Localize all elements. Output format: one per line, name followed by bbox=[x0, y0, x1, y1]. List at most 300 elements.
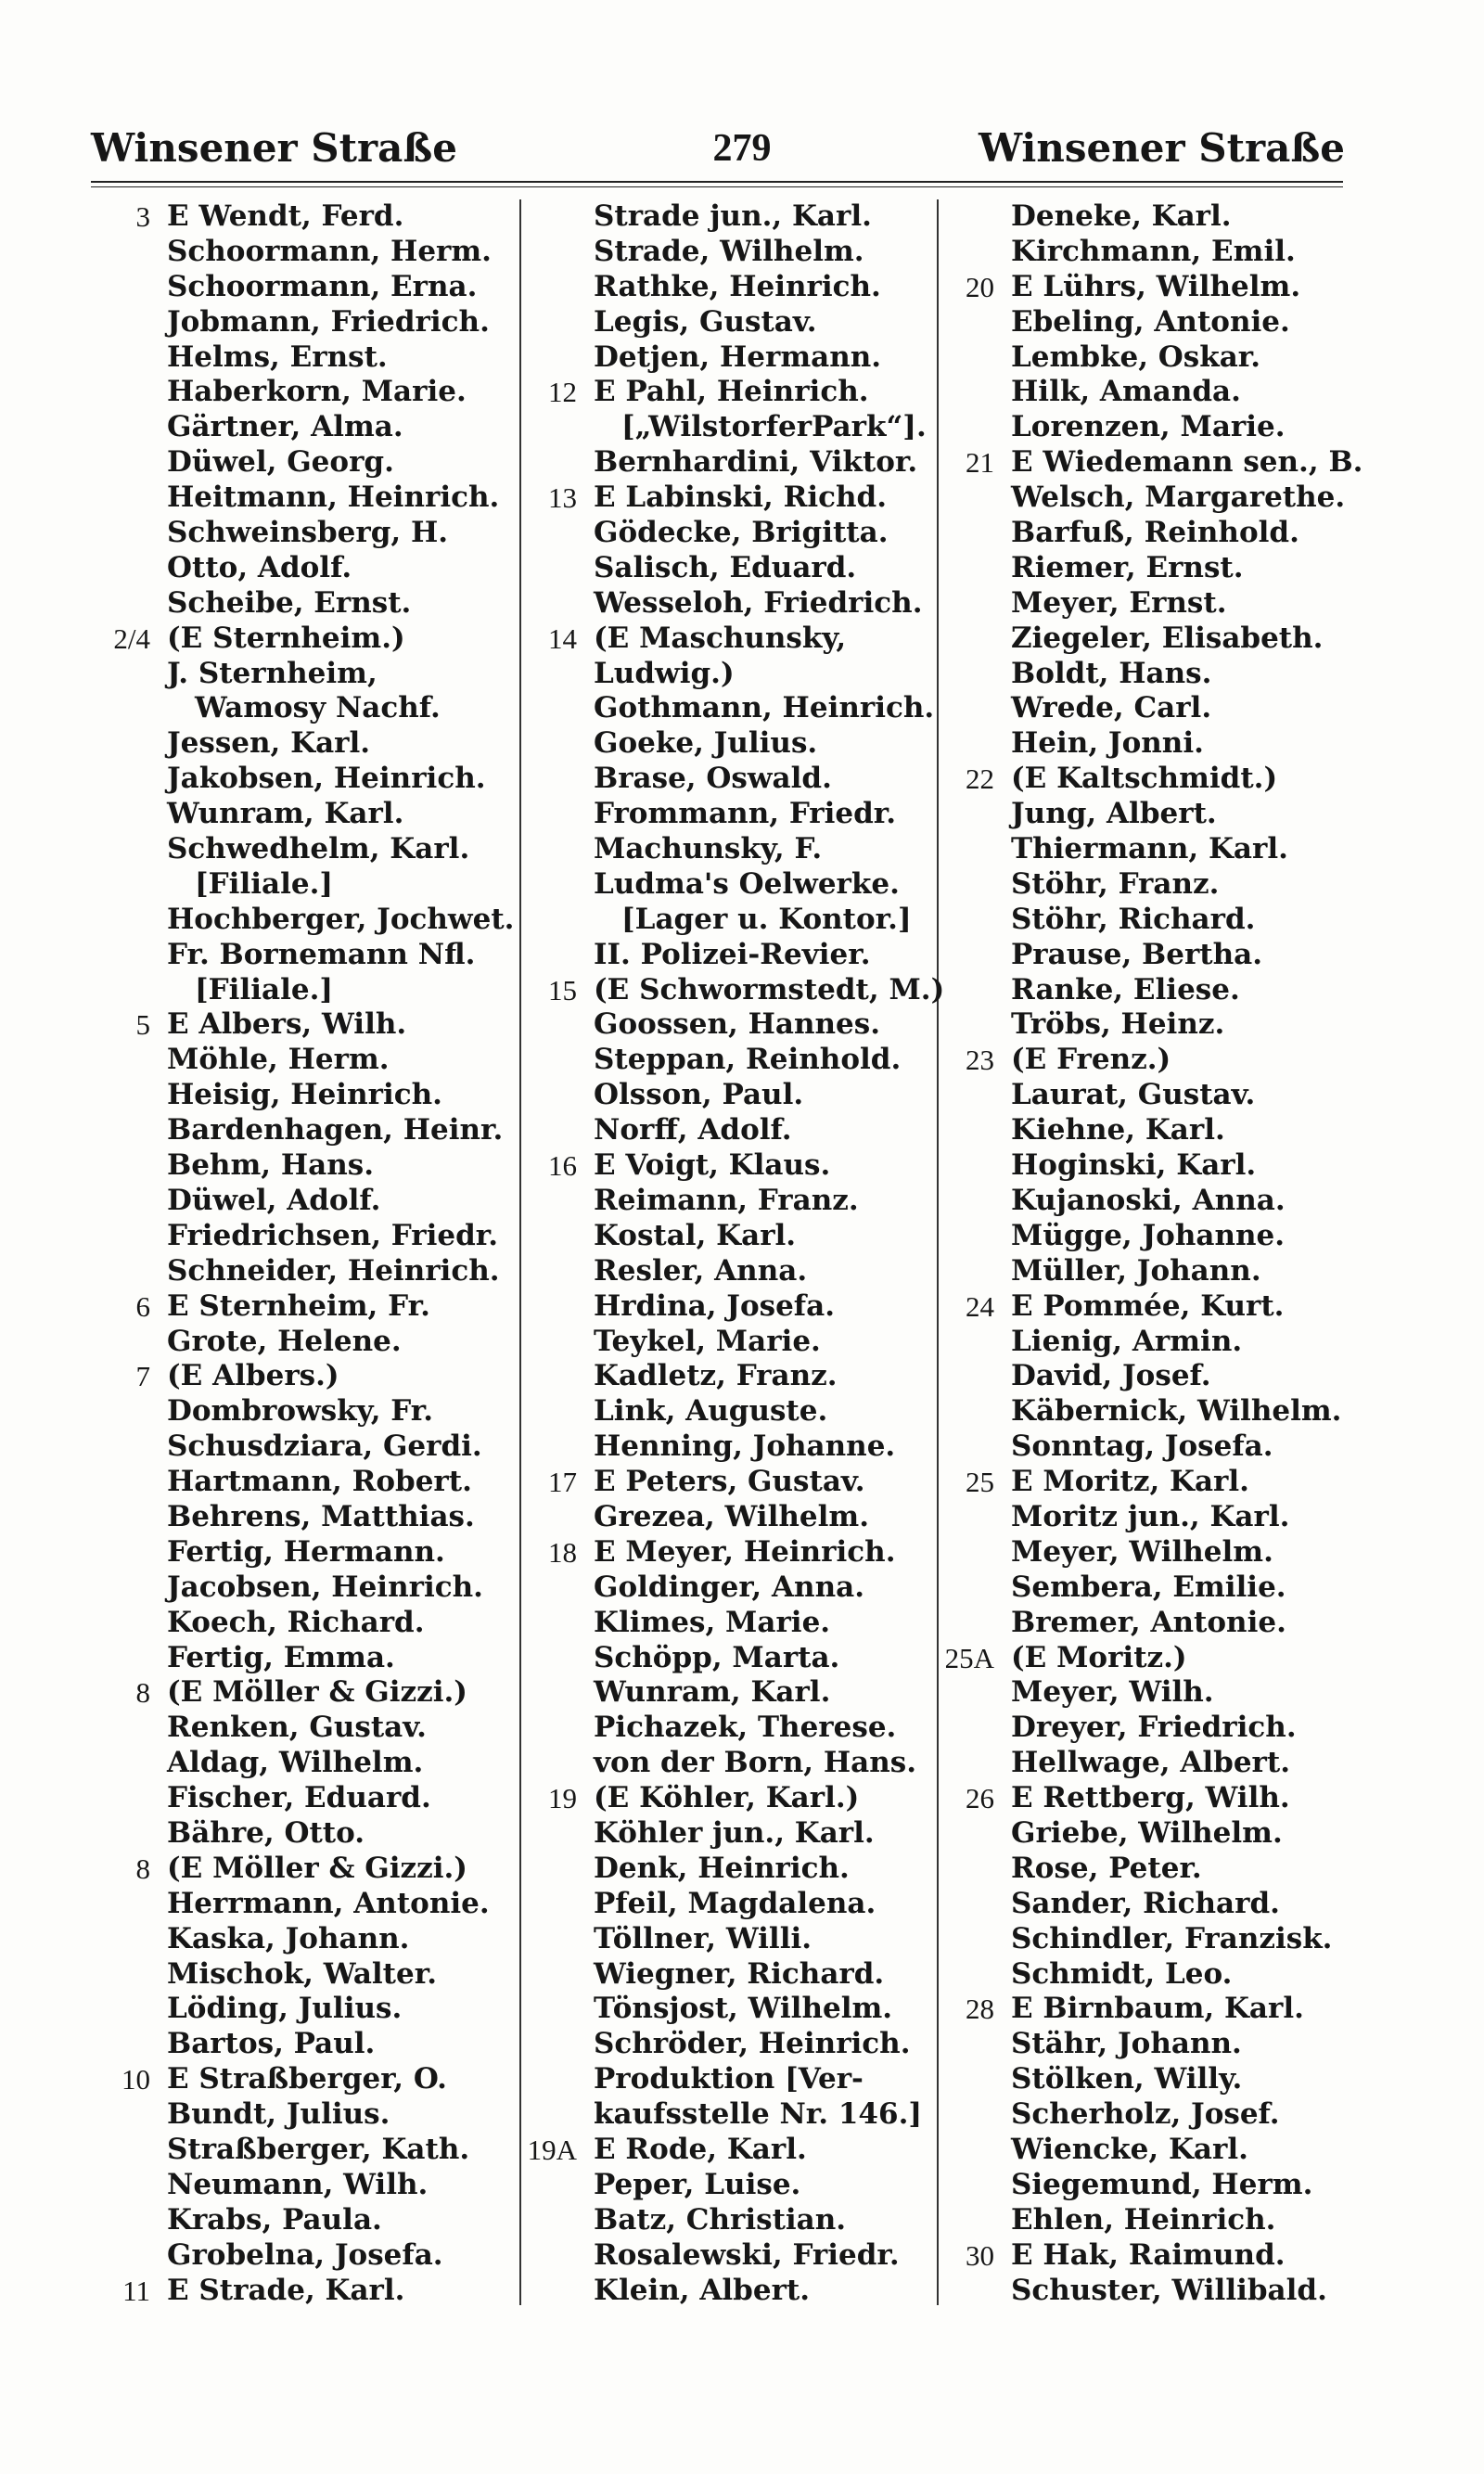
resident-name: Jakobsen, Heinrich. bbox=[167, 762, 486, 796]
resident-name: Link, Auguste. bbox=[594, 1394, 828, 1429]
resident-name: Schusdziara, Gerdi. bbox=[167, 1429, 482, 1464]
resident-name: E Albers, Wilh. bbox=[167, 1007, 407, 1042]
directory-entry bbox=[937, 2027, 1382, 2062]
resident-name: E Rode, Karl. bbox=[594, 2132, 807, 2166]
directory-entry bbox=[519, 305, 965, 340]
resident-name: Gothmann, Heinrich. bbox=[594, 691, 935, 725]
resident-name: Salisch, Eduard. bbox=[594, 550, 857, 584]
directory-entry bbox=[519, 1325, 965, 1360]
directory-entry bbox=[937, 2133, 1382, 2168]
house-number: 30 bbox=[966, 2238, 994, 2272]
resident-name: kaufsstelle Nr. 146.] bbox=[594, 2097, 923, 2132]
resident-name: Meyer, Wilh. bbox=[1011, 1675, 1214, 1710]
resident-name: Denk, Heinrich. bbox=[594, 1851, 850, 1885]
resident-name: Detjen, Hermann. bbox=[594, 340, 882, 374]
directory-entry bbox=[937, 938, 1382, 973]
directory-entry bbox=[937, 586, 1382, 622]
resident-name: Machunsky, F. bbox=[594, 832, 823, 866]
directory-entry bbox=[519, 1781, 965, 1816]
directory-entry bbox=[93, 797, 538, 832]
resident-name: (E Maschunsky, bbox=[594, 621, 847, 655]
house-number: 13 bbox=[548, 481, 577, 515]
directory-entry bbox=[937, 1711, 1382, 1746]
directory-entry bbox=[937, 2238, 1382, 2274]
street-header-right: Winsener Straße bbox=[978, 125, 1345, 171]
resident-name: E Wendt, Ferd. bbox=[167, 199, 404, 233]
resident-name: Dombrowsky, Fr. bbox=[167, 1394, 434, 1429]
directory-entry bbox=[937, 445, 1382, 481]
resident-name: Mischok, Walter. bbox=[167, 1956, 438, 1991]
resident-name: Wiencke, Karl. bbox=[1011, 2132, 1248, 2166]
resident-name: Bähre, Otto. bbox=[167, 1815, 365, 1850]
resident-name: E Hak, Raimund. bbox=[1011, 2237, 1286, 2272]
directory-entry bbox=[937, 657, 1382, 692]
directory-entry bbox=[519, 1465, 965, 1500]
directory-entry bbox=[519, 762, 965, 797]
resident-name: E Strade, Karl. bbox=[167, 2273, 405, 2307]
resident-name: Dreyer, Friedrich. bbox=[1011, 1711, 1297, 1745]
resident-name: Jung, Albert. bbox=[1011, 797, 1217, 831]
resident-name: Sander, Richard. bbox=[1011, 1886, 1280, 1920]
resident-name: Helms, Ernst. bbox=[167, 340, 388, 374]
resident-name: Ludma's Oelwerke. bbox=[594, 866, 900, 901]
directory-entry bbox=[937, 1957, 1382, 1993]
resident-name: Meyer, Ernst. bbox=[1011, 585, 1227, 620]
resident-name: Hein, Jonni. bbox=[1011, 726, 1204, 761]
house-number: 21 bbox=[966, 446, 994, 480]
resident-name: Riemer, Ernst. bbox=[1011, 550, 1244, 584]
house-number: 25A bbox=[944, 1641, 994, 1674]
directory-entry bbox=[937, 1535, 1382, 1570]
directory-entry bbox=[519, 1254, 965, 1289]
resident-name: [Filiale.] bbox=[195, 866, 334, 901]
resident-name: Lembke, Oskar. bbox=[1011, 340, 1261, 374]
resident-name: [„WilstorferPark“]. bbox=[621, 410, 927, 444]
directory-entry bbox=[519, 726, 965, 762]
resident-name: Schneider, Heinrich. bbox=[167, 1253, 500, 1288]
resident-name: E Pahl, Heinrich. bbox=[594, 375, 869, 409]
resident-name: Töllner, Willi. bbox=[594, 1921, 812, 1955]
directory-entry bbox=[519, 586, 965, 622]
resident-name: Teykel, Marie. bbox=[594, 1324, 821, 1358]
directory-entry bbox=[937, 481, 1382, 516]
directory-entry bbox=[93, 657, 538, 692]
house-number: 28 bbox=[966, 1993, 994, 2026]
house-number: 19A bbox=[527, 2133, 577, 2166]
resident-name: Gödecke, Brigitta. bbox=[594, 516, 889, 550]
resident-name: Klein, Albert. bbox=[594, 2273, 811, 2307]
directory-entry bbox=[519, 1219, 965, 1254]
resident-name: Wamosy Nachf. bbox=[195, 691, 441, 725]
resident-name: Steppan, Reinhold. bbox=[594, 1043, 902, 1077]
directory-entry bbox=[93, 622, 538, 657]
directory-entry bbox=[93, 1429, 538, 1465]
resident-name: Herrmann, Antonie. bbox=[167, 1886, 490, 1920]
resident-name: Heisig, Heinrich. bbox=[167, 1078, 442, 1112]
resident-name: Wiegner, Richard. bbox=[594, 1956, 885, 1991]
directory-entry bbox=[519, 1922, 965, 1957]
directory-entry bbox=[93, 2097, 538, 2133]
resident-name: Lienig, Armin. bbox=[1011, 1324, 1243, 1358]
house-number: 11 bbox=[122, 2274, 150, 2307]
resident-name: Olsson, Paul. bbox=[594, 1078, 804, 1112]
directory-entry bbox=[93, 481, 538, 516]
resident-name: Rosalewski, Friedr. bbox=[594, 2237, 900, 2272]
resident-name: Rose, Peter. bbox=[1011, 1851, 1202, 1885]
directory-entry bbox=[93, 1500, 538, 1535]
resident-name: Behrens, Matthias. bbox=[167, 1499, 475, 1533]
directory-entry bbox=[519, 797, 965, 832]
resident-name: Mügge, Johanne. bbox=[1011, 1218, 1286, 1252]
directory-entry bbox=[937, 1465, 1382, 1500]
directory-entry bbox=[937, 832, 1382, 867]
resident-name: Hochberger, Jochwet. bbox=[167, 902, 515, 936]
directory-entry bbox=[519, 1887, 965, 1922]
directory-entry bbox=[93, 1184, 538, 1219]
directory-entry bbox=[93, 832, 538, 867]
house-number: 18 bbox=[548, 1535, 577, 1569]
directory-entry bbox=[519, 1852, 965, 1887]
directory-entry bbox=[93, 1113, 538, 1148]
resident-name: E Sternheim, Fr. bbox=[167, 1288, 430, 1323]
directory-entry bbox=[93, 199, 538, 235]
resident-name: E Meyer, Heinrich. bbox=[594, 1534, 896, 1569]
house-number: 17 bbox=[548, 1466, 577, 1499]
directory-entry bbox=[93, 867, 538, 903]
house-number: 8 bbox=[135, 1852, 150, 1885]
resident-name: Strade, Wilhelm. bbox=[594, 234, 864, 268]
resident-name: Bundt, Julius. bbox=[167, 2097, 390, 2132]
resident-name: Bremer, Antonie. bbox=[1011, 1605, 1286, 1639]
resident-name: Scheibe, Ernst. bbox=[167, 585, 412, 620]
directory-entry bbox=[519, 1113, 965, 1148]
resident-name: Schweinsberg, H. bbox=[167, 516, 449, 550]
resident-name: Koech, Richard. bbox=[167, 1605, 425, 1639]
resident-name: von der Born, Hans. bbox=[594, 1746, 917, 1780]
house-number: 7 bbox=[135, 1360, 150, 1393]
directory-entry bbox=[937, 1113, 1382, 1148]
directory-entry bbox=[93, 903, 538, 938]
resident-name: Resler, Anna. bbox=[594, 1253, 808, 1288]
resident-name: Käbernick, Wilhelm. bbox=[1011, 1394, 1342, 1429]
directory-entry bbox=[519, 2274, 965, 2309]
directory-entry bbox=[519, 2168, 965, 2203]
resident-name: Fertig, Hermann. bbox=[167, 1534, 445, 1569]
directory-entry bbox=[519, 199, 965, 235]
resident-name: Tröbs, Heinz. bbox=[1011, 1007, 1225, 1042]
directory-entry bbox=[937, 2168, 1382, 2203]
house-number: 3 bbox=[135, 200, 150, 233]
resident-name: Müller, Johann. bbox=[1011, 1253, 1261, 1288]
house-number: 14 bbox=[548, 622, 577, 655]
resident-name: (E Möller & Gizzi.) bbox=[167, 1851, 467, 1885]
house-number: 19 bbox=[548, 1782, 577, 1815]
header-rule bbox=[91, 181, 1343, 183]
directory-entry bbox=[93, 1816, 538, 1852]
resident-name: Schuster, Willibald. bbox=[1011, 2273, 1327, 2307]
resident-name: Hellwage, Albert. bbox=[1011, 1746, 1290, 1780]
resident-name: Jacobsen, Heinrich. bbox=[167, 1570, 483, 1604]
directory-entry bbox=[937, 1746, 1382, 1781]
resident-name: Sonntag, Josefa. bbox=[1011, 1429, 1273, 1464]
directory-entry bbox=[937, 551, 1382, 586]
resident-name: Stöhr, Franz. bbox=[1011, 866, 1220, 901]
directory-entry bbox=[93, 1148, 538, 1184]
directory-entry bbox=[93, 973, 538, 1008]
resident-name: Henning, Johanne. bbox=[594, 1429, 896, 1464]
directory-entry bbox=[519, 1359, 965, 1394]
directory-entry bbox=[93, 1007, 538, 1043]
resident-name: (E Frenz.) bbox=[1011, 1043, 1171, 1077]
directory-entry bbox=[937, 1043, 1382, 1078]
directory-entry bbox=[93, 375, 538, 410]
directory-entry bbox=[519, 867, 965, 903]
directory-entry bbox=[937, 1394, 1382, 1429]
directory-entry bbox=[519, 2238, 965, 2274]
directory-entry bbox=[93, 1746, 538, 1781]
directory-entry bbox=[93, 340, 538, 376]
resident-name: Ehlen, Heinrich. bbox=[1011, 2202, 1276, 2237]
house-number: 2/4 bbox=[113, 622, 150, 655]
directory-entry bbox=[93, 1957, 538, 1993]
resident-name: Norff, Adolf. bbox=[594, 1113, 792, 1147]
directory-entry bbox=[93, 1922, 538, 1957]
directory-entry bbox=[519, 1535, 965, 1570]
resident-name: Goeke, Julius. bbox=[594, 726, 818, 761]
directory-entry bbox=[519, 1957, 965, 1993]
resident-name: Stöhr, Richard. bbox=[1011, 902, 1256, 936]
resident-name: Ranke, Eliese. bbox=[1011, 972, 1240, 1006]
directory-entry bbox=[937, 1289, 1382, 1325]
directory-entry bbox=[519, 1992, 965, 2027]
directory-entry bbox=[93, 551, 538, 586]
resident-name: Jobmann, Friedrich. bbox=[167, 304, 490, 339]
resident-name: Kaska, Johann. bbox=[167, 1921, 410, 1955]
directory-entry bbox=[519, 1500, 965, 1535]
directory-entry bbox=[937, 903, 1382, 938]
directory-entry bbox=[937, 199, 1382, 235]
directory-entry bbox=[93, 1606, 538, 1641]
directory-entry bbox=[93, 1570, 538, 1606]
directory-entry bbox=[519, 340, 965, 376]
resident-name: Gärtner, Alma. bbox=[167, 410, 403, 444]
resident-name: E Peters, Gustav. bbox=[594, 1465, 865, 1499]
resident-name: Boldt, Hans. bbox=[1011, 656, 1212, 690]
resident-name: Lorenzen, Marie. bbox=[1011, 410, 1286, 444]
directory-entry bbox=[937, 2097, 1382, 2133]
directory-entry bbox=[519, 2133, 965, 2168]
directory-entry bbox=[93, 235, 538, 270]
directory-entry bbox=[519, 973, 965, 1008]
directory-entry bbox=[93, 1887, 538, 1922]
directory-entry bbox=[519, 1606, 965, 1641]
resident-name: [Lager u. Kontor.] bbox=[621, 902, 912, 936]
resident-name: Fertig, Emma. bbox=[167, 1640, 395, 1674]
directory-entry bbox=[93, 445, 538, 481]
resident-name: David, Josef. bbox=[1011, 1359, 1211, 1393]
directory-entry bbox=[937, 1007, 1382, 1043]
resident-name: Kujanoski, Anna. bbox=[1011, 1183, 1286, 1217]
resident-name: Bartos, Paul. bbox=[167, 2027, 376, 2061]
directory-entry bbox=[93, 762, 538, 797]
directory-entry bbox=[519, 903, 965, 938]
directory-entry bbox=[519, 2027, 965, 2062]
resident-name: Ludwig.) bbox=[594, 656, 735, 690]
directory-entry bbox=[93, 1992, 538, 2027]
directory-entry bbox=[937, 1641, 1382, 1676]
resident-name: Grote, Helene. bbox=[167, 1324, 402, 1358]
directory-entry bbox=[519, 551, 965, 586]
directory-entry bbox=[519, 657, 965, 692]
directory-entry bbox=[93, 1043, 538, 1078]
directory-entry bbox=[519, 622, 965, 657]
directory-entry bbox=[93, 1325, 538, 1360]
resident-name: Fr. Bornemann Nfl. bbox=[167, 937, 476, 971]
resident-name: Kostal, Karl. bbox=[594, 1218, 797, 1252]
resident-name: Frommann, Friedr. bbox=[594, 797, 897, 831]
resident-name: (E Moritz.) bbox=[1011, 1640, 1187, 1674]
directory-entry bbox=[937, 305, 1382, 340]
resident-name: (E Köhler, Karl.) bbox=[594, 1781, 860, 1815]
house-number: 23 bbox=[966, 1044, 994, 1077]
directory-entry bbox=[937, 2274, 1382, 2309]
directory-entry bbox=[937, 1852, 1382, 1887]
directory-entry bbox=[519, 1641, 965, 1676]
resident-name: Siegemund, Herm. bbox=[1011, 2167, 1313, 2201]
resident-name: E Rettberg, Wilh. bbox=[1011, 1781, 1290, 1815]
directory-entry bbox=[937, 1992, 1382, 2027]
directory-entry bbox=[519, 1675, 965, 1711]
house-number: 12 bbox=[548, 376, 577, 409]
directory-entry bbox=[519, 2097, 965, 2133]
street-header-left: Winsener Straße bbox=[91, 125, 458, 171]
house-number: 25 bbox=[966, 1466, 994, 1499]
resident-name: Hartmann, Robert. bbox=[167, 1465, 472, 1499]
directory-entry bbox=[519, 1711, 965, 1746]
resident-name: Grezea, Wilhelm. bbox=[594, 1499, 869, 1533]
directory-entry bbox=[937, 691, 1382, 726]
directory-entry bbox=[937, 1606, 1382, 1641]
resident-name: Rathke, Heinrich. bbox=[594, 269, 881, 303]
directory-entry bbox=[519, 1746, 965, 1781]
resident-name: E Pommée, Kurt. bbox=[1011, 1288, 1285, 1323]
resident-name: Kadletz, Franz. bbox=[594, 1359, 838, 1393]
resident-name: Stölken, Willy. bbox=[1011, 2062, 1243, 2096]
directory-entry bbox=[937, 1184, 1382, 1219]
directory-entry bbox=[937, 2062, 1382, 2097]
resident-name: Legis, Gustav. bbox=[594, 304, 817, 339]
directory-entry bbox=[937, 410, 1382, 445]
resident-name: E Voigt, Klaus. bbox=[594, 1148, 831, 1183]
directory-entry bbox=[93, 270, 538, 305]
resident-name: Wesseloh, Friedrich. bbox=[594, 585, 923, 620]
resident-name: Heitmann, Heinrich. bbox=[167, 481, 500, 515]
house-number: 16 bbox=[548, 1149, 577, 1183]
directory-entry bbox=[519, 375, 965, 410]
directory-entry bbox=[93, 2203, 538, 2238]
directory-entry bbox=[937, 1922, 1382, 1957]
directory-entry bbox=[93, 1641, 538, 1676]
directory-entry bbox=[937, 1325, 1382, 1360]
resident-name: Thiermann, Karl. bbox=[1011, 832, 1288, 866]
house-number: 15 bbox=[548, 973, 577, 1006]
directory-entry bbox=[937, 516, 1382, 551]
resident-name: Reimann, Franz. bbox=[594, 1183, 859, 1217]
directory-entry bbox=[519, 691, 965, 726]
directory-entry bbox=[937, 2203, 1382, 2238]
directory-entry bbox=[93, 305, 538, 340]
resident-name: E Labinski, Richd. bbox=[594, 481, 888, 515]
directory-entry bbox=[519, 235, 965, 270]
resident-name: Kirchmann, Emil. bbox=[1011, 234, 1296, 268]
resident-name: Düwel, Adolf. bbox=[167, 1183, 381, 1217]
directory-entry bbox=[93, 2168, 538, 2203]
directory-entry bbox=[937, 1429, 1382, 1465]
resident-name: Renken, Gustav. bbox=[167, 1711, 427, 1745]
resident-name: (E Kaltschmidt.) bbox=[1011, 762, 1278, 796]
directory-entry bbox=[93, 1394, 538, 1429]
directory-entry bbox=[93, 2238, 538, 2274]
directory-entry bbox=[93, 2062, 538, 2097]
resident-name: (E Albers.) bbox=[167, 1359, 339, 1393]
directory-entry bbox=[519, 1043, 965, 1078]
resident-name: Fischer, Eduard. bbox=[167, 1781, 431, 1815]
resident-name: Friedrichsen, Friedr. bbox=[167, 1218, 499, 1252]
resident-name: E Wiedemann sen., B. bbox=[1011, 445, 1363, 480]
directory-entry bbox=[937, 867, 1382, 903]
resident-name: Griebe, Wilhelm. bbox=[1011, 1815, 1283, 1850]
directory-entry bbox=[93, 2027, 538, 2062]
house-number: 20 bbox=[966, 270, 994, 303]
directory-entry bbox=[937, 1219, 1382, 1254]
resident-name: Schöpp, Marta. bbox=[594, 1640, 840, 1674]
directory-entry bbox=[93, 2274, 538, 2309]
page-number: 279 bbox=[712, 127, 772, 170]
resident-name: Batz, Christian. bbox=[594, 2202, 847, 2237]
resident-name: Hilk, Amanda. bbox=[1011, 375, 1241, 409]
resident-name: (E Sternheim.) bbox=[167, 621, 405, 655]
directory-entry bbox=[519, 1148, 965, 1184]
directory-entry bbox=[937, 726, 1382, 762]
resident-name: Bardenhagen, Heinr. bbox=[167, 1113, 504, 1147]
resident-name: E Lührs, Wilhelm. bbox=[1011, 269, 1301, 303]
directory-entry bbox=[519, 1078, 965, 1113]
house-number: 10 bbox=[122, 2063, 150, 2096]
resident-name: Neumann, Wilh. bbox=[167, 2167, 429, 2201]
directory-entry bbox=[937, 1254, 1382, 1289]
resident-name: Straßberger, Kath. bbox=[167, 2132, 470, 2166]
house-number: 26 bbox=[966, 1782, 994, 1815]
directory-entry bbox=[93, 1852, 538, 1887]
directory-entry bbox=[93, 938, 538, 973]
resident-name: Schoormann, Erna. bbox=[167, 269, 478, 303]
directory-entry bbox=[93, 1675, 538, 1711]
resident-name: Stähr, Johann. bbox=[1011, 2027, 1242, 2061]
resident-name: Ebeling, Antonie. bbox=[1011, 304, 1290, 339]
directory-entry bbox=[937, 973, 1382, 1008]
resident-name: Kiehne, Karl. bbox=[1011, 1113, 1225, 1147]
resident-name: Wunram, Karl. bbox=[594, 1675, 831, 1710]
resident-name: Prause, Bertha. bbox=[1011, 937, 1263, 971]
directory-entry bbox=[93, 586, 538, 622]
resident-name: Otto, Adolf. bbox=[167, 550, 352, 584]
directory-entry bbox=[937, 1816, 1382, 1852]
directory-entry bbox=[519, 481, 965, 516]
house-number: 24 bbox=[966, 1289, 994, 1323]
directory-entry bbox=[519, 1816, 965, 1852]
directory-entry bbox=[937, 270, 1382, 305]
directory-entry bbox=[937, 622, 1382, 657]
